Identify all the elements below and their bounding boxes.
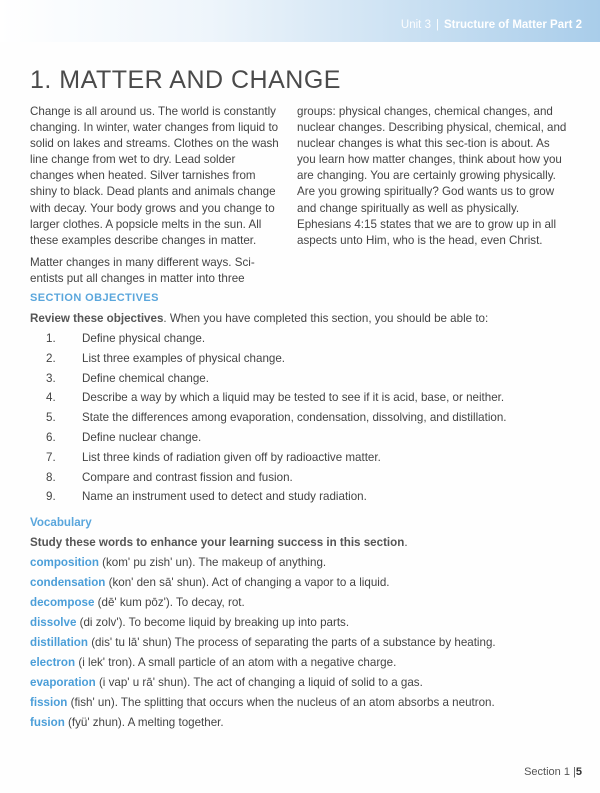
objective-item	[46, 351, 576, 371]
footer-section-label: Section 1	[524, 766, 570, 778]
vocabulary-definition: (kon' den sā' shun). Act of changing a vapor to a liquid.	[105, 576, 390, 589]
objective-number: 5.	[46, 411, 56, 425]
vocabulary-term: dissolve	[30, 616, 77, 629]
header-banner	[0, 0, 600, 42]
vocabulary-definition: (dis' tu lā' shun) The process of separating the parts of a substance by heating.	[87, 636, 496, 649]
vocabulary-entry	[30, 555, 590, 575]
vocabulary-entry	[30, 715, 590, 735]
vocabulary-term: distillation	[30, 636, 88, 649]
objective-number: 2.	[46, 351, 56, 365]
objective-text: List three examples of physical change.	[82, 351, 286, 365]
intro-paragraph: groups: physical changes, chemical changes, and nuclear changes. Describing physical, chemical, and nuclear changes is what this sec-tion is about. As you learn how matter changes, think about how you are changing. You are certainly growing physically. Are you growing spiritually? God wants us to grow and change spiritually as well as physically. Ephesians 4:15 states that we are to grow up in all aspects unto Him, who is the head, even Christ.	[297, 105, 567, 247]
objective-text: Describe a way by which a liquid may be tested to see if it is acid, base, or neither.	[82, 391, 505, 405]
objective-text: Define nuclear change.	[82, 430, 202, 444]
vocabulary-term: fusion	[30, 716, 65, 729]
objective-item	[46, 390, 576, 410]
vocabulary-term: evaporation	[30, 676, 96, 689]
objective-number: 8.	[46, 470, 56, 484]
objective-item	[46, 489, 576, 509]
objectives-list	[46, 331, 576, 509]
vocabulary-definition: (kom' pu zish' un). The makeup of anything.	[98, 556, 327, 569]
page-number: 5	[575, 766, 582, 778]
objective-text: Define physical change.	[82, 332, 206, 345]
vocabulary-entry	[30, 575, 590, 595]
objective-text: Define chemical change.	[82, 371, 209, 385]
unit-title: Structure of Matter Part 2	[443, 19, 582, 31]
objective-number: 7.	[46, 450, 56, 464]
objective-number: 3.	[46, 371, 56, 385]
vocabulary-definition: (fyü' zhun). A melting together.	[64, 716, 224, 729]
vocabulary-term: electron	[30, 656, 76, 669]
vocabulary-entry	[30, 635, 590, 655]
objectives-intro-bold: Review these objectives	[30, 312, 164, 325]
running-header	[401, 19, 582, 31]
objective-item	[46, 410, 576, 430]
objective-text: Name an instrument used to detect and study radiation.	[82, 490, 367, 504]
vocabulary-definition: (i lek' tron). A small particle of an atom with a negative charge.	[75, 656, 397, 669]
objectives-intro	[30, 312, 488, 325]
page-footer	[524, 766, 582, 778]
objective-item	[46, 450, 576, 470]
vocabulary-entry	[30, 655, 590, 675]
page-title: 1. MATTER AND CHANGE	[30, 66, 341, 94]
intro-paragraph: Matter changes in many different ways. Sci-entists put all changes in matter into three	[30, 255, 255, 285]
objective-text: Compare and contrast fission and fusion.	[82, 470, 293, 484]
vocabulary-term: condensation	[30, 576, 106, 589]
objective-item	[46, 470, 576, 490]
intro-paragraph: Change is all around us. The world is constantly changing. In winter, water changes from liquid to solid on lakes and streams. Clothes on the wash line change from wet to dry. Lead solder changes when heated. Silver tarnishes from shiny to black. Dead plants and animals change with decay. Your body grows and you change to larger clothes. A popsicle melts in the sun. All these examples describe changes in matter.	[30, 105, 279, 247]
vocabulary-definition: (i vap' u rā' shun). The act of changing a liquid of solid to a gas.	[95, 676, 423, 689]
objectives-intro-rest: . When you have completed this section, you should be able to:	[163, 312, 489, 325]
objective-number: 1.	[46, 332, 56, 345]
footer-separator: |	[573, 766, 576, 778]
vocabulary-definition: (dē' kum pōz'). To decay, rot.	[94, 596, 245, 609]
intro-column-right	[297, 104, 567, 255]
objective-number: 6.	[46, 430, 56, 444]
vocabulary-entry	[30, 695, 590, 715]
vocabulary-entry	[30, 615, 590, 635]
vocabulary-definition: (di zolv'). To become liquid by breaking up into parts.	[76, 616, 350, 629]
objectives-heading: SECTION OBJECTIVES	[30, 292, 159, 304]
objective-item	[46, 331, 576, 351]
vocabulary-term: decompose	[30, 596, 95, 609]
intro-column-left	[30, 104, 282, 293]
objective-number: 9.	[46, 490, 56, 504]
vocabulary-list	[30, 555, 590, 735]
vocabulary-intro-bold: Study these words to enhance your learning success in this section	[30, 536, 405, 549]
objective-text: List three kinds of radiation given off by radioactive matter.	[82, 450, 381, 464]
objective-item	[46, 371, 576, 391]
objective-number: 4.	[46, 391, 56, 405]
vocabulary-intro-rest: .	[404, 536, 408, 549]
vocabulary-term: fission	[30, 696, 68, 709]
objective-item	[46, 430, 576, 450]
vocabulary-intro	[30, 536, 408, 549]
vocabulary-entry	[30, 595, 590, 615]
objective-text: State the differences among evaporation, condensation, dissolving, and distillation.	[82, 411, 507, 425]
vocabulary-heading: Vocabulary	[30, 516, 92, 529]
vocabulary-definition: (fish' un). The splitting that occurs when the nucleus of an atom absorbs a neutron.	[67, 696, 495, 709]
unit-label: Unit 3	[400, 19, 431, 31]
vocabulary-entry	[30, 675, 590, 695]
header-separator: |	[435, 19, 439, 31]
vocabulary-term: composition	[30, 556, 99, 569]
